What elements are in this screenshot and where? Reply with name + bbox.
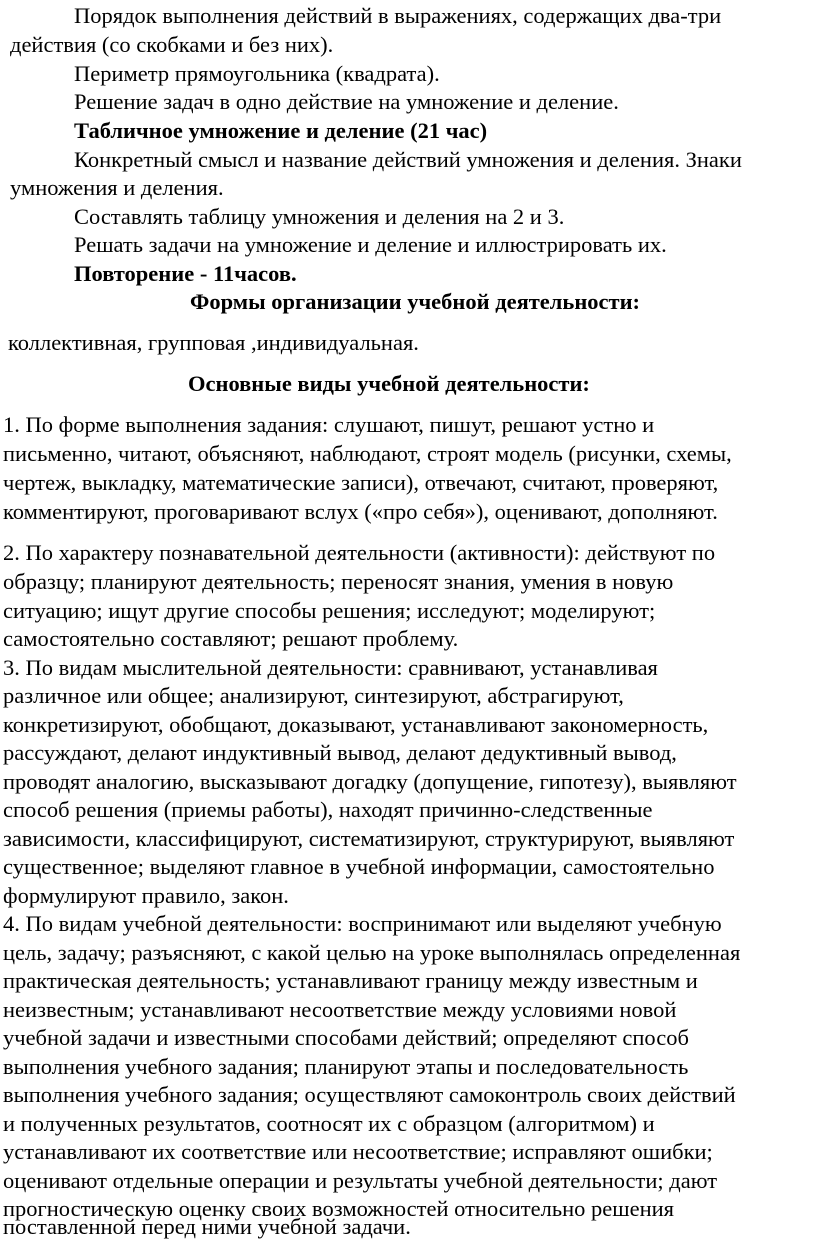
- paragraph-meaning-line1: Конкретный смысл и название действий умножения и деления. Знаки: [74, 147, 742, 172]
- activity-item-4-line: прогностическую оценку своих возможностей относительно решения: [3, 1196, 675, 1221]
- activity-item-4-line: 4. По видам учебной деятельности: воспринимают или выделяют учебную: [3, 911, 722, 936]
- section-heading-repetition: Повторение - 11часов.: [74, 261, 297, 286]
- activity-item-4-line: устанавливают их соответствие или несоответствие; исправляют ошибки;: [3, 1139, 713, 1164]
- activities-heading: Основные виды учебной деятельности:: [188, 371, 590, 396]
- activity-item-2-line: 2. По характеру познавательной деятельности (активности): действуют по: [3, 540, 716, 565]
- activity-item-4-line: учебной задачи и известными способами действий; определяют способ: [3, 1025, 689, 1050]
- activity-item-2-line: образцу; планируют деятельность; переносят знания, умения в новую: [3, 569, 674, 594]
- activity-item-3-line: рассуждают, делают индуктивный вывод, делают дедуктивный вывод,: [3, 740, 677, 765]
- activity-item-1-line: чертеж, выкладку, математические записи), отвечают, считают, проверяют,: [3, 470, 719, 495]
- activity-item-4-line: выполнения учебного задания; планируют этапы и последовательность: [3, 1054, 689, 1079]
- activity-item-2-line: самостоятельно составляют; решают проблему.: [3, 626, 459, 651]
- activity-item-4-line: и полученных результатов, соотносят их с образцом (алгоритмом) и: [3, 1111, 655, 1136]
- forms-heading: Формы организации учебной деятельности:: [190, 289, 641, 314]
- paragraph-meaning-line2: умножения и деления.: [10, 175, 224, 200]
- activity-item-3-line: зависимости, классифицируют, систематизируют, структурируют, выявляют: [3, 826, 735, 851]
- activity-item-1-line: 1. По форме выполнения задания: слушают, пишут, решают устно и: [3, 412, 655, 437]
- activity-item-1-line: комментируют, проговаривают вслух («про себя»), оценивают, дополняют.: [3, 499, 718, 524]
- activity-item-4-line: практическая деятельность; устанавливают границу между известным и: [3, 968, 698, 993]
- activity-item-4-line: выполнения учебного задания; осуществляют самоконтроль своих действий: [3, 1082, 736, 1107]
- activity-item-2-line: ситуацию; ищут другие способы решения; исследуют; моделируют;: [3, 598, 656, 623]
- paragraph-compose-table: Составлять таблицу умножения и деления на 2 и 3.: [74, 204, 565, 229]
- activity-item-4-line: неизвестным; устанавливают несоответствие между условиями новой: [3, 997, 677, 1022]
- activity-item-3-line: конкретизируют, обобщают, доказывают, устанавливают закономерность,: [3, 712, 709, 737]
- activity-item-4-line: цель, задачу; разъясняют, с какой целью на уроке выполнялась определенная: [3, 940, 741, 965]
- paragraph-perimeter: Периметр прямоугольника (квадрата).: [74, 61, 440, 86]
- activity-item-3-line: 3. По видам мыслительной деятельности: сравнивают, устанавливая: [3, 655, 658, 680]
- activity-item-4-line: поставленной перед ними учебной задачи.: [3, 1214, 411, 1239]
- forms-text: коллективная, групповая ,индивидуальная.: [8, 330, 419, 355]
- paragraph-one-step-problems: Решение задач в одно действие на умножение и деление.: [74, 89, 619, 114]
- activity-item-3-line: формулируют правило, закон.: [3, 883, 289, 908]
- activity-item-1-line: письменно, читают, объясняют, наблюдают, строят модель (рисунки, схемы,: [3, 441, 732, 466]
- activity-item-3-line: различное или общее; анализируют, синтезируют, абстрагируют,: [3, 683, 624, 708]
- activity-item-3-line: способ решения (приемы работы), находят причинно-следственные: [3, 797, 653, 822]
- activity-item-3-line: проводят аналогию, высказывают догадку (допущение, гипотезу), выявляют: [3, 769, 737, 794]
- paragraph-order-of-operations-line1: Порядок выполнения действий в выражениях, содержащих два-три: [74, 3, 722, 28]
- section-heading-table-multiplication: Табличное умножение и деление (21 час): [74, 118, 488, 143]
- activity-item-3-line: существенное; выделяют главное в учебной информации, самостоятельно: [3, 854, 715, 879]
- paragraph-order-of-operations-line2: действия (со скобками и без них).: [10, 32, 334, 57]
- activity-item-4-line: оценивают отдельные операции и результаты учебной деятельности; дают: [3, 1168, 718, 1193]
- paragraph-solve-problems: Решать задачи на умножение и деление и иллюстрировать их.: [74, 232, 667, 257]
